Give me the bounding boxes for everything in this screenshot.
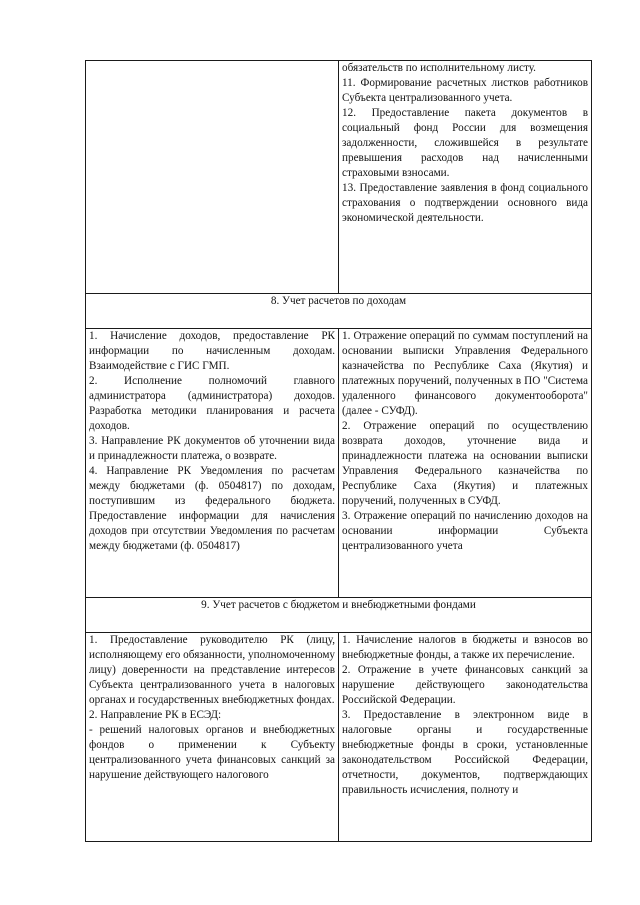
list-item: 4. Направление РК Уведомления по расчетам между бюджетами (ф. 0504817) по доходам, поступившим из федерального бюджета. Предоставление информации для начисления доходов при отсутствии Уведомления по расчетам между бюджетами (ф. 0504817) [89,465,335,552]
table-cell-left [86,633,339,842]
list-item: 13. Предоставление заявления в фонд социального страхования о подтверждении основного вида экономической деятельности. [342,182,588,224]
table-row [86,633,592,842]
list-item: 11. Формирование расчетных листков работников Субъекта централизованного учета. [342,77,588,104]
list-item: 12. Предоставление пакета документов в социальный фонд России для возмещения задолженности, сложившейся в результате превышения расходов над начисленными страховыми взносами. [342,107,588,179]
section-header-row [86,598,592,633]
table-cell-left [86,329,339,598]
table-row [86,329,592,598]
list-item: 1. Отражение операций по суммам поступлений на основании выписки Управления Федерального казначейства по Республике Саха (Якутия) и платежных поручений, полученных в ПО "Система удаленного финансового документооборота" (далее - СУФД). [342,330,588,417]
table-cell-left [86,61,339,294]
section-title-budget-funds: 9. Учет расчетов с бюджетом и внебюджетными фондами [86,598,592,633]
list-item: 2. Отражение в учете финансовых санкций за нарушение действующего законодательства Российской Федерации. [342,664,588,706]
list-item: 3. Направление РК документов об уточнении вида и принадлежности платежа, о возврате. [89,435,335,462]
list-item: 3. Предоставление в электронном виде в налоговые органы и государственные внебюджетные фонды в сроки, установленные законодательством Российской Федерации, отчетности, документов, подтверждающих правильность исчисления, полноту и [342,709,588,796]
table-cell-right [339,329,592,598]
list-item: 3. Отражение операций по начислению доходов на основании информации Субъекта централизованного учета [342,510,588,552]
list-item: 2. Отражение операций по осуществлению возврата доходов, уточнение вида и принадлежности платежа на основании выписки Управления Федерального казначейства по Республике Саха (Якутия) и платежных поручений, полученных в СУФД. [342,420,588,507]
section-title-income: 8. Учет расчетов по доходам [86,294,592,329]
table-cell-right [339,61,592,294]
list-item: 1. Предоставление руководителю РК (лицу, исполняющему его обязанности, уполномоченному лицу) доверенности на представление интересов Субъекта централизованного учета в налоговых органах и государственных внебюджетных фондах. [89,634,335,706]
list-item: - решений налоговых органов и внебюджетных фондов о применении к Субъекту централизованного учета финансовых санкций за нарушение действующего налогового [89,724,335,781]
section-header-row [86,294,592,329]
responsibility-table [85,60,592,842]
list-item: 2. Направление РК в ЕСЭД: [89,709,222,721]
table-cell-right [339,633,592,842]
list-item: 1. Начисление доходов, предоставление РК информации по начисленным доходам. Взаимодействие с ГИС ГМП. [89,330,335,372]
table-row [86,61,592,294]
list-item: 1. Начисление налогов в бюджеты и взносов во внебюджетные фонды, а также их перечисление. [342,634,588,661]
list-item: 2. Исполнение полномочий главного администратора (администратора) доходов. Разработка методики планирования и расчета доходов. [89,375,335,432]
list-item: обязательств по исполнительному листу. [342,62,536,74]
